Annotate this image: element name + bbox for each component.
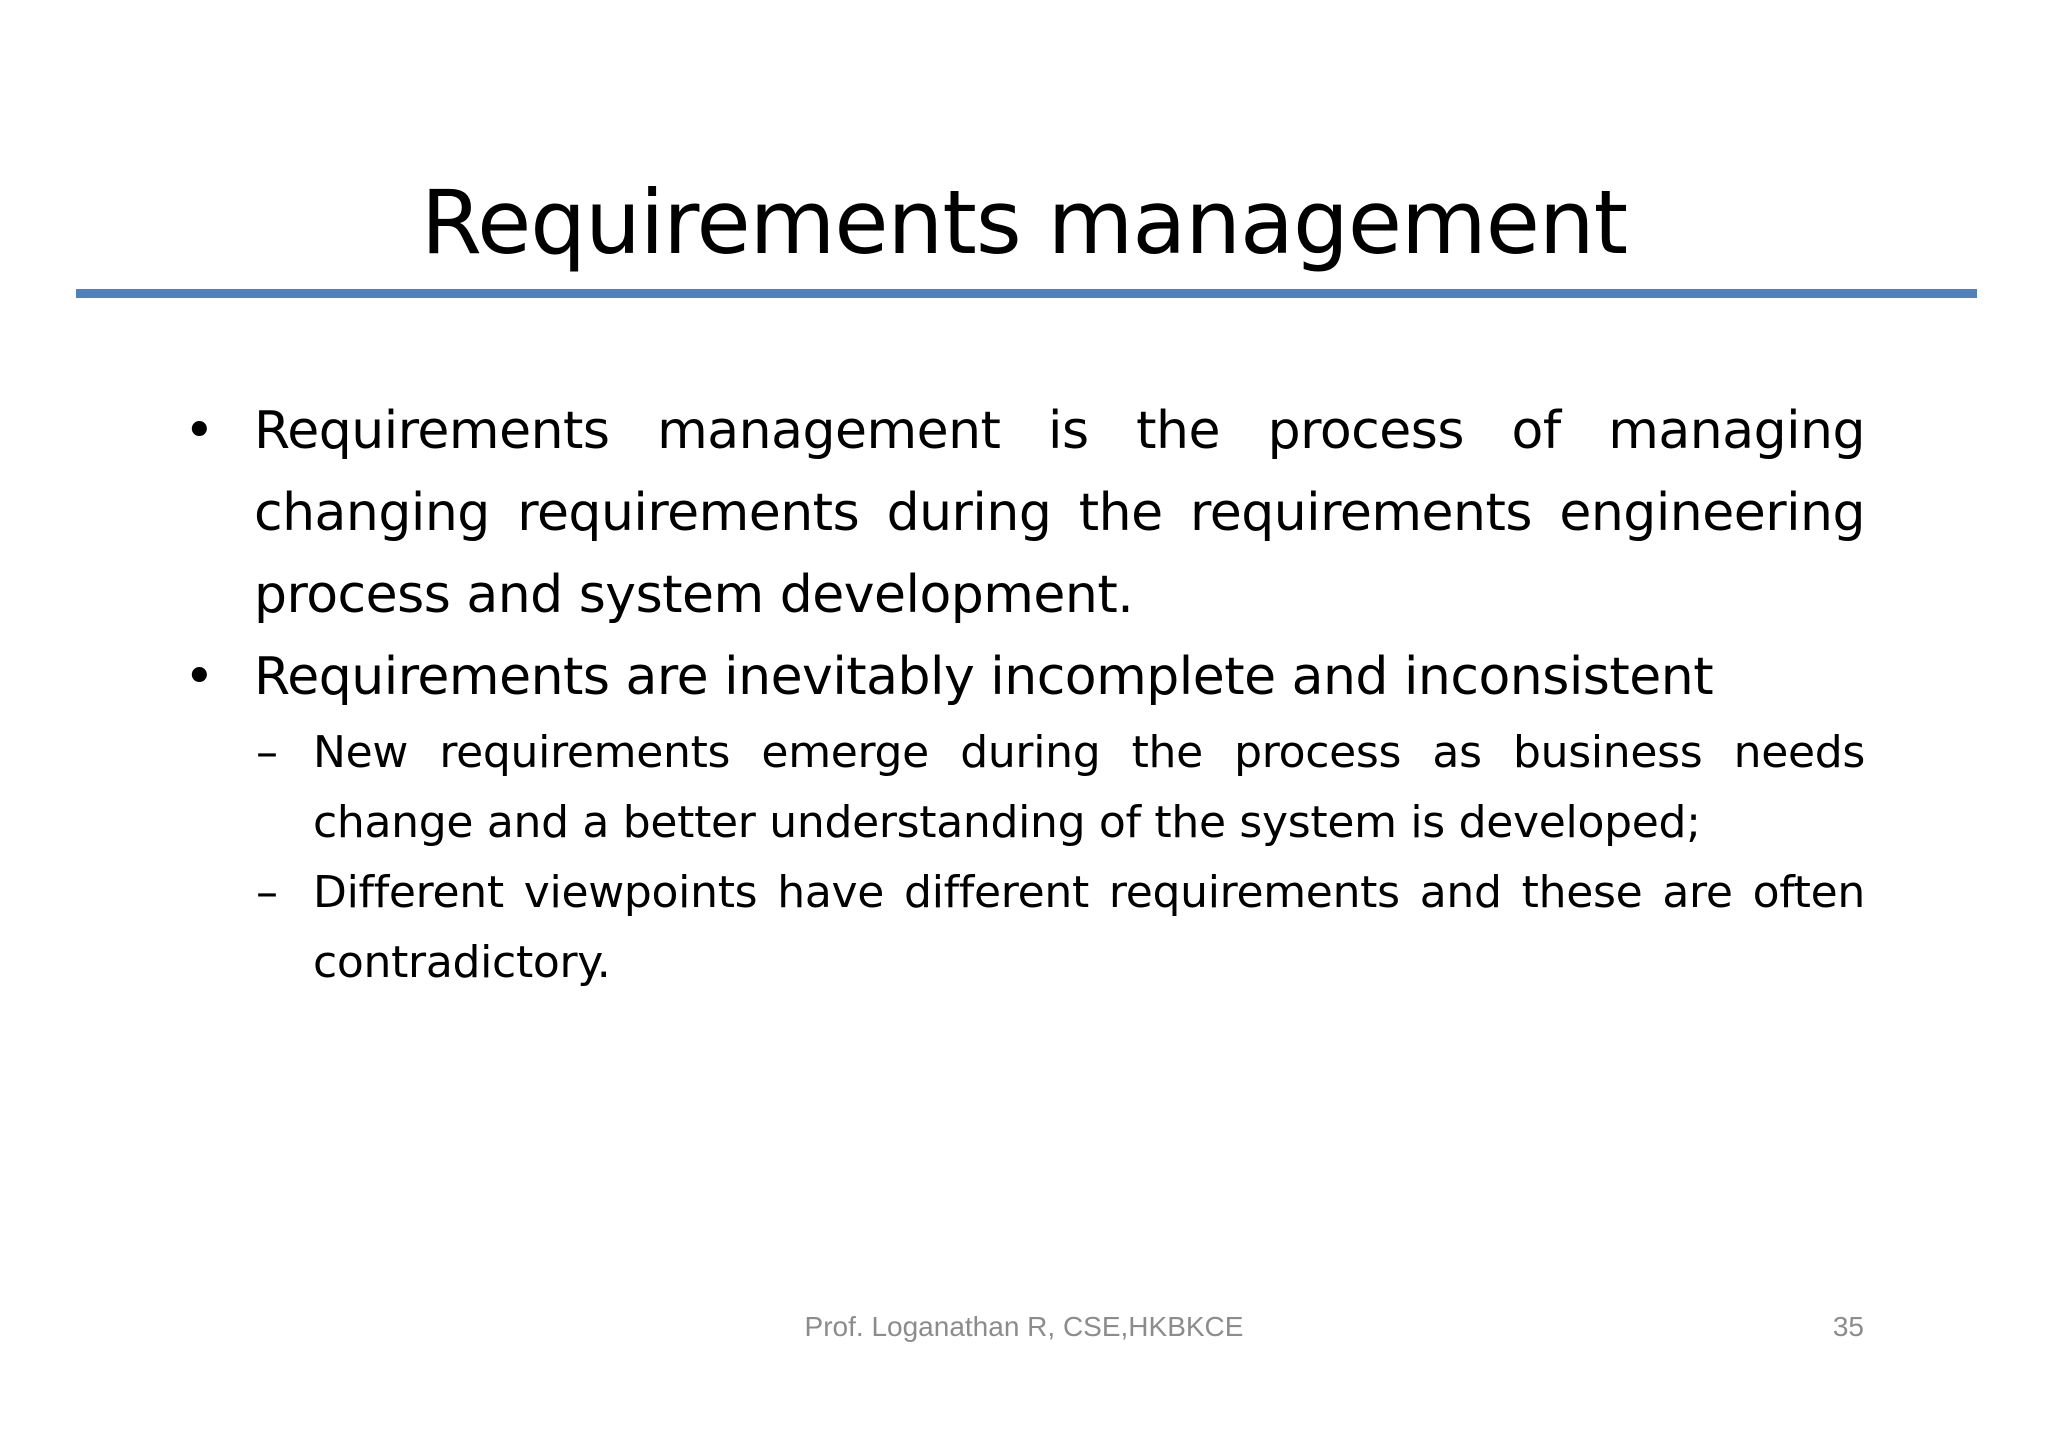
sub-bullet-item	[254, 858, 1865, 998]
page-number: 35	[1832, 1311, 1864, 1342]
sub-bullet-text: Different viewpoints have different requirements and these are often contradictory.	[313, 867, 1865, 988]
bullet-item	[180, 390, 1865, 636]
bullet-icon: •	[184, 401, 215, 461]
bullet-text: Requirements are inevitably incomplete and inconsistent	[254, 647, 1714, 707]
dash-icon: –	[256, 867, 278, 918]
slide-content	[180, 390, 1865, 998]
bullet-item	[180, 636, 1865, 718]
bullet-icon: •	[184, 647, 215, 707]
footer-author: Prof. Loganathan R, CSE,HKBKCE	[804, 1311, 1244, 1342]
sub-bullet-item	[254, 718, 1865, 858]
dash-icon: –	[256, 727, 278, 778]
bullet-text: Requirements management is the process of managing changing requirements during the requirements engineering process and system development.	[254, 401, 1865, 625]
sub-bullet-text: New requirements emerge during the process as business needs change and a better understanding of the system is developed;	[313, 727, 1865, 848]
slide-title: Requirements management	[420, 171, 1628, 274]
title-underline	[76, 289, 1977, 298]
